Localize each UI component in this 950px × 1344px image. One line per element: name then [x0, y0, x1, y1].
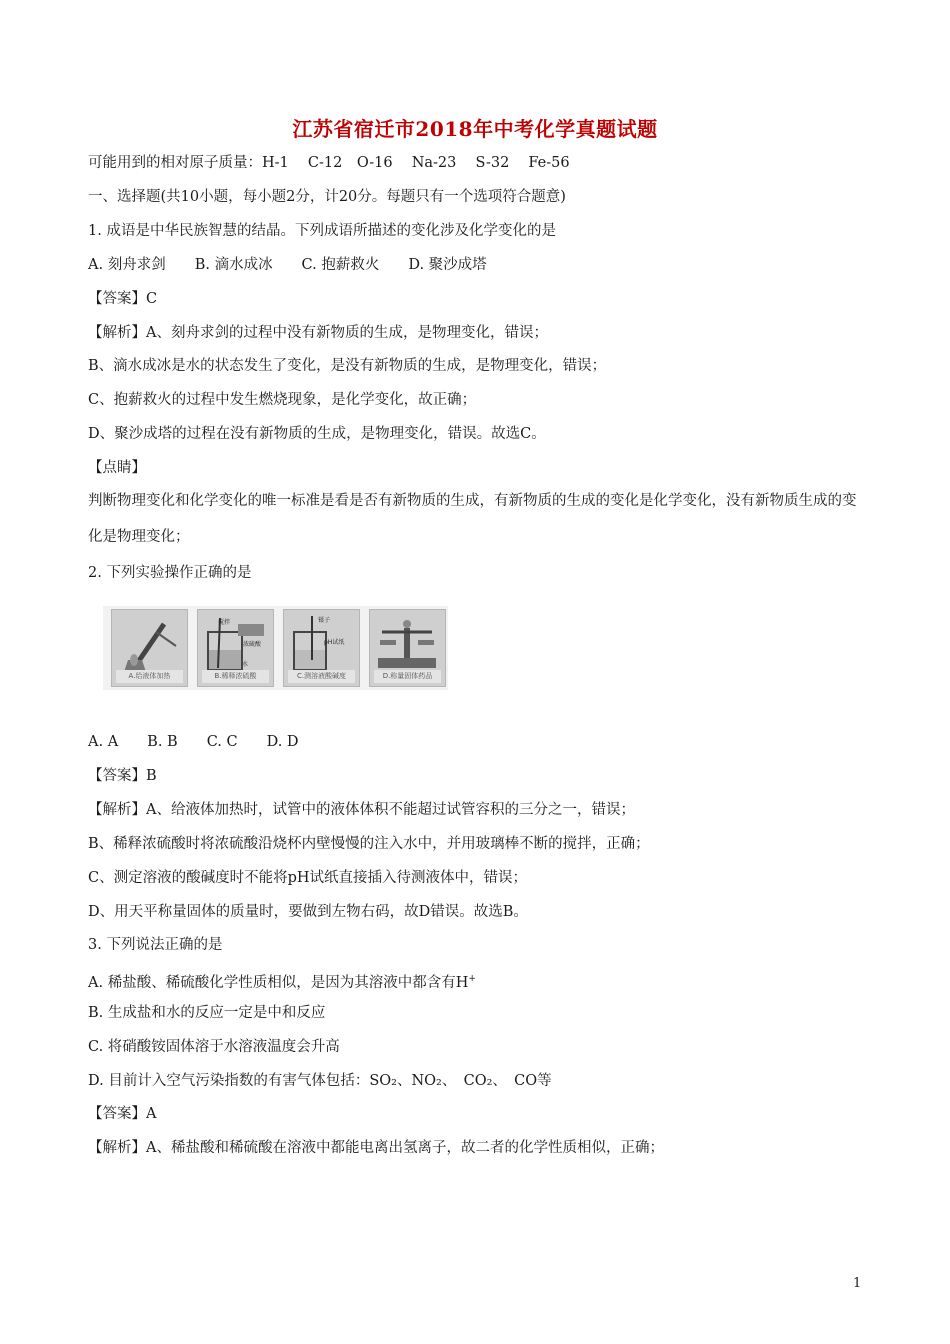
q1-analysis-b: B、滴水成冰是水的状态发生了变化，是没有新物质的生成，是物理变化，错误；	[88, 358, 607, 374]
q2-options: A. A B. B C. C D. D	[88, 734, 299, 750]
figure-b-dilution	[197, 609, 274, 687]
section-heading: 一、选择题(共10小题，每小题2分，计20分。每题只有一个选项符合题意)	[88, 189, 566, 205]
q1-analysis-a: 【解析】A、刻舟求剑的过程中没有新物质的生成，是物理变化，错误；	[88, 325, 548, 341]
q3-answer: 【答案】A	[88, 1106, 157, 1122]
q3-option-a	[88, 969, 476, 993]
q1-analysis-d: D、聚沙成塔的过程在没有新物质的生成，是物理变化，错误。故选C。	[88, 426, 546, 442]
figure-b-caption: B.稀释浓硫酸	[202, 670, 269, 683]
ph-paper-label: pH试纸	[324, 639, 345, 646]
q3-analysis-a: 【解析】A、稀盐酸和稀硫酸在溶液中都能电离出氢离子，故二者的化学性质相似，正确；	[88, 1140, 664, 1156]
q2-stem: 2. 下列实验操作正确的是	[88, 565, 252, 581]
tweezers-label: 镊子	[318, 617, 331, 624]
figure-c-caption: C.测溶液酸碱度	[288, 670, 355, 683]
q1-stem: 1. 成语是中华民族智慧的结晶。下列成语所描述的变化涉及化学变化的是	[88, 223, 556, 239]
figure-d-caption: D.称量固体药品	[374, 670, 441, 683]
page-number: 1	[853, 1276, 862, 1291]
experiment-figures	[103, 606, 448, 690]
page-title: 江苏省宿迁市2018年中考化学真题试题	[292, 117, 658, 141]
q1-analysis-c: C、抱薪救火的过程中发生燃烧现象，是化学变化，故正确；	[88, 392, 477, 408]
acid-label: 浓硫酸	[243, 641, 262, 648]
q1-tip-label: 【点睛】	[88, 460, 146, 476]
q2-analysis-a: 【解析】A、给液体加热时，试管中的液体体积不能超过试管容积的三分之一，错误；	[88, 802, 635, 818]
q3-option-d: D. 目前计入空气污染指数的有害气体包括：SO₂、NO₂、 CO₂、 CO等	[88, 1073, 552, 1089]
q3-option-b: B. 生成盐和水的反应一定是中和反应	[88, 1005, 326, 1021]
q2-answer: 【答案】B	[88, 768, 157, 784]
q1-answer: 【答案】C	[88, 291, 158, 307]
figure-a-caption: A.给液体加热	[116, 670, 183, 683]
figure-d-weighing	[369, 609, 446, 687]
stirring-label: 搅拌	[218, 619, 231, 626]
q1-options: A. 刻舟求剑 B. 滴水成冰 C. 抱薪救火 D. 聚沙成塔	[88, 257, 487, 273]
atomic-masses: 可能用到的相对原子质量：H-1 C-12 O-16 Na-23 S-32 Fe-56	[88, 155, 570, 171]
q3-stem: 3. 下列说法正确的是	[88, 937, 223, 953]
water-label: 水	[242, 661, 249, 668]
figure-a-heating	[111, 609, 188, 687]
figure-c-ph-test	[283, 609, 360, 687]
q1-tip: 判断物理变化和化学变化的唯一标准是看是否有新物质的生成，有新物质的生成的变化是化学变化，没有新物质生成的变化是物理变化；	[88, 493, 857, 545]
q3-option-c: C. 将硝酸铵固体溶于水溶液温度会升高	[88, 1039, 340, 1055]
q3-option-a-text: A. 稀盐酸、稀硫酸化学性质相似，是因为其溶液中都含有H	[88, 974, 469, 991]
q2-analysis-b: B、稀释浓硫酸时将浓硫酸沿烧杯内壁慢慢的注入水中，并用玻璃棒不断的搅拌，正确；	[88, 836, 650, 852]
q2-analysis-c: C、测定溶液的酸碱度时不能将pH试纸直接插入待测液体中，错误；	[88, 870, 528, 886]
hydrogen-ion-charge: +	[468, 974, 476, 984]
q2-analysis-d: D、用天平称量固体的质量时，要做到左物右码，故D错误。故选B。	[88, 904, 528, 920]
